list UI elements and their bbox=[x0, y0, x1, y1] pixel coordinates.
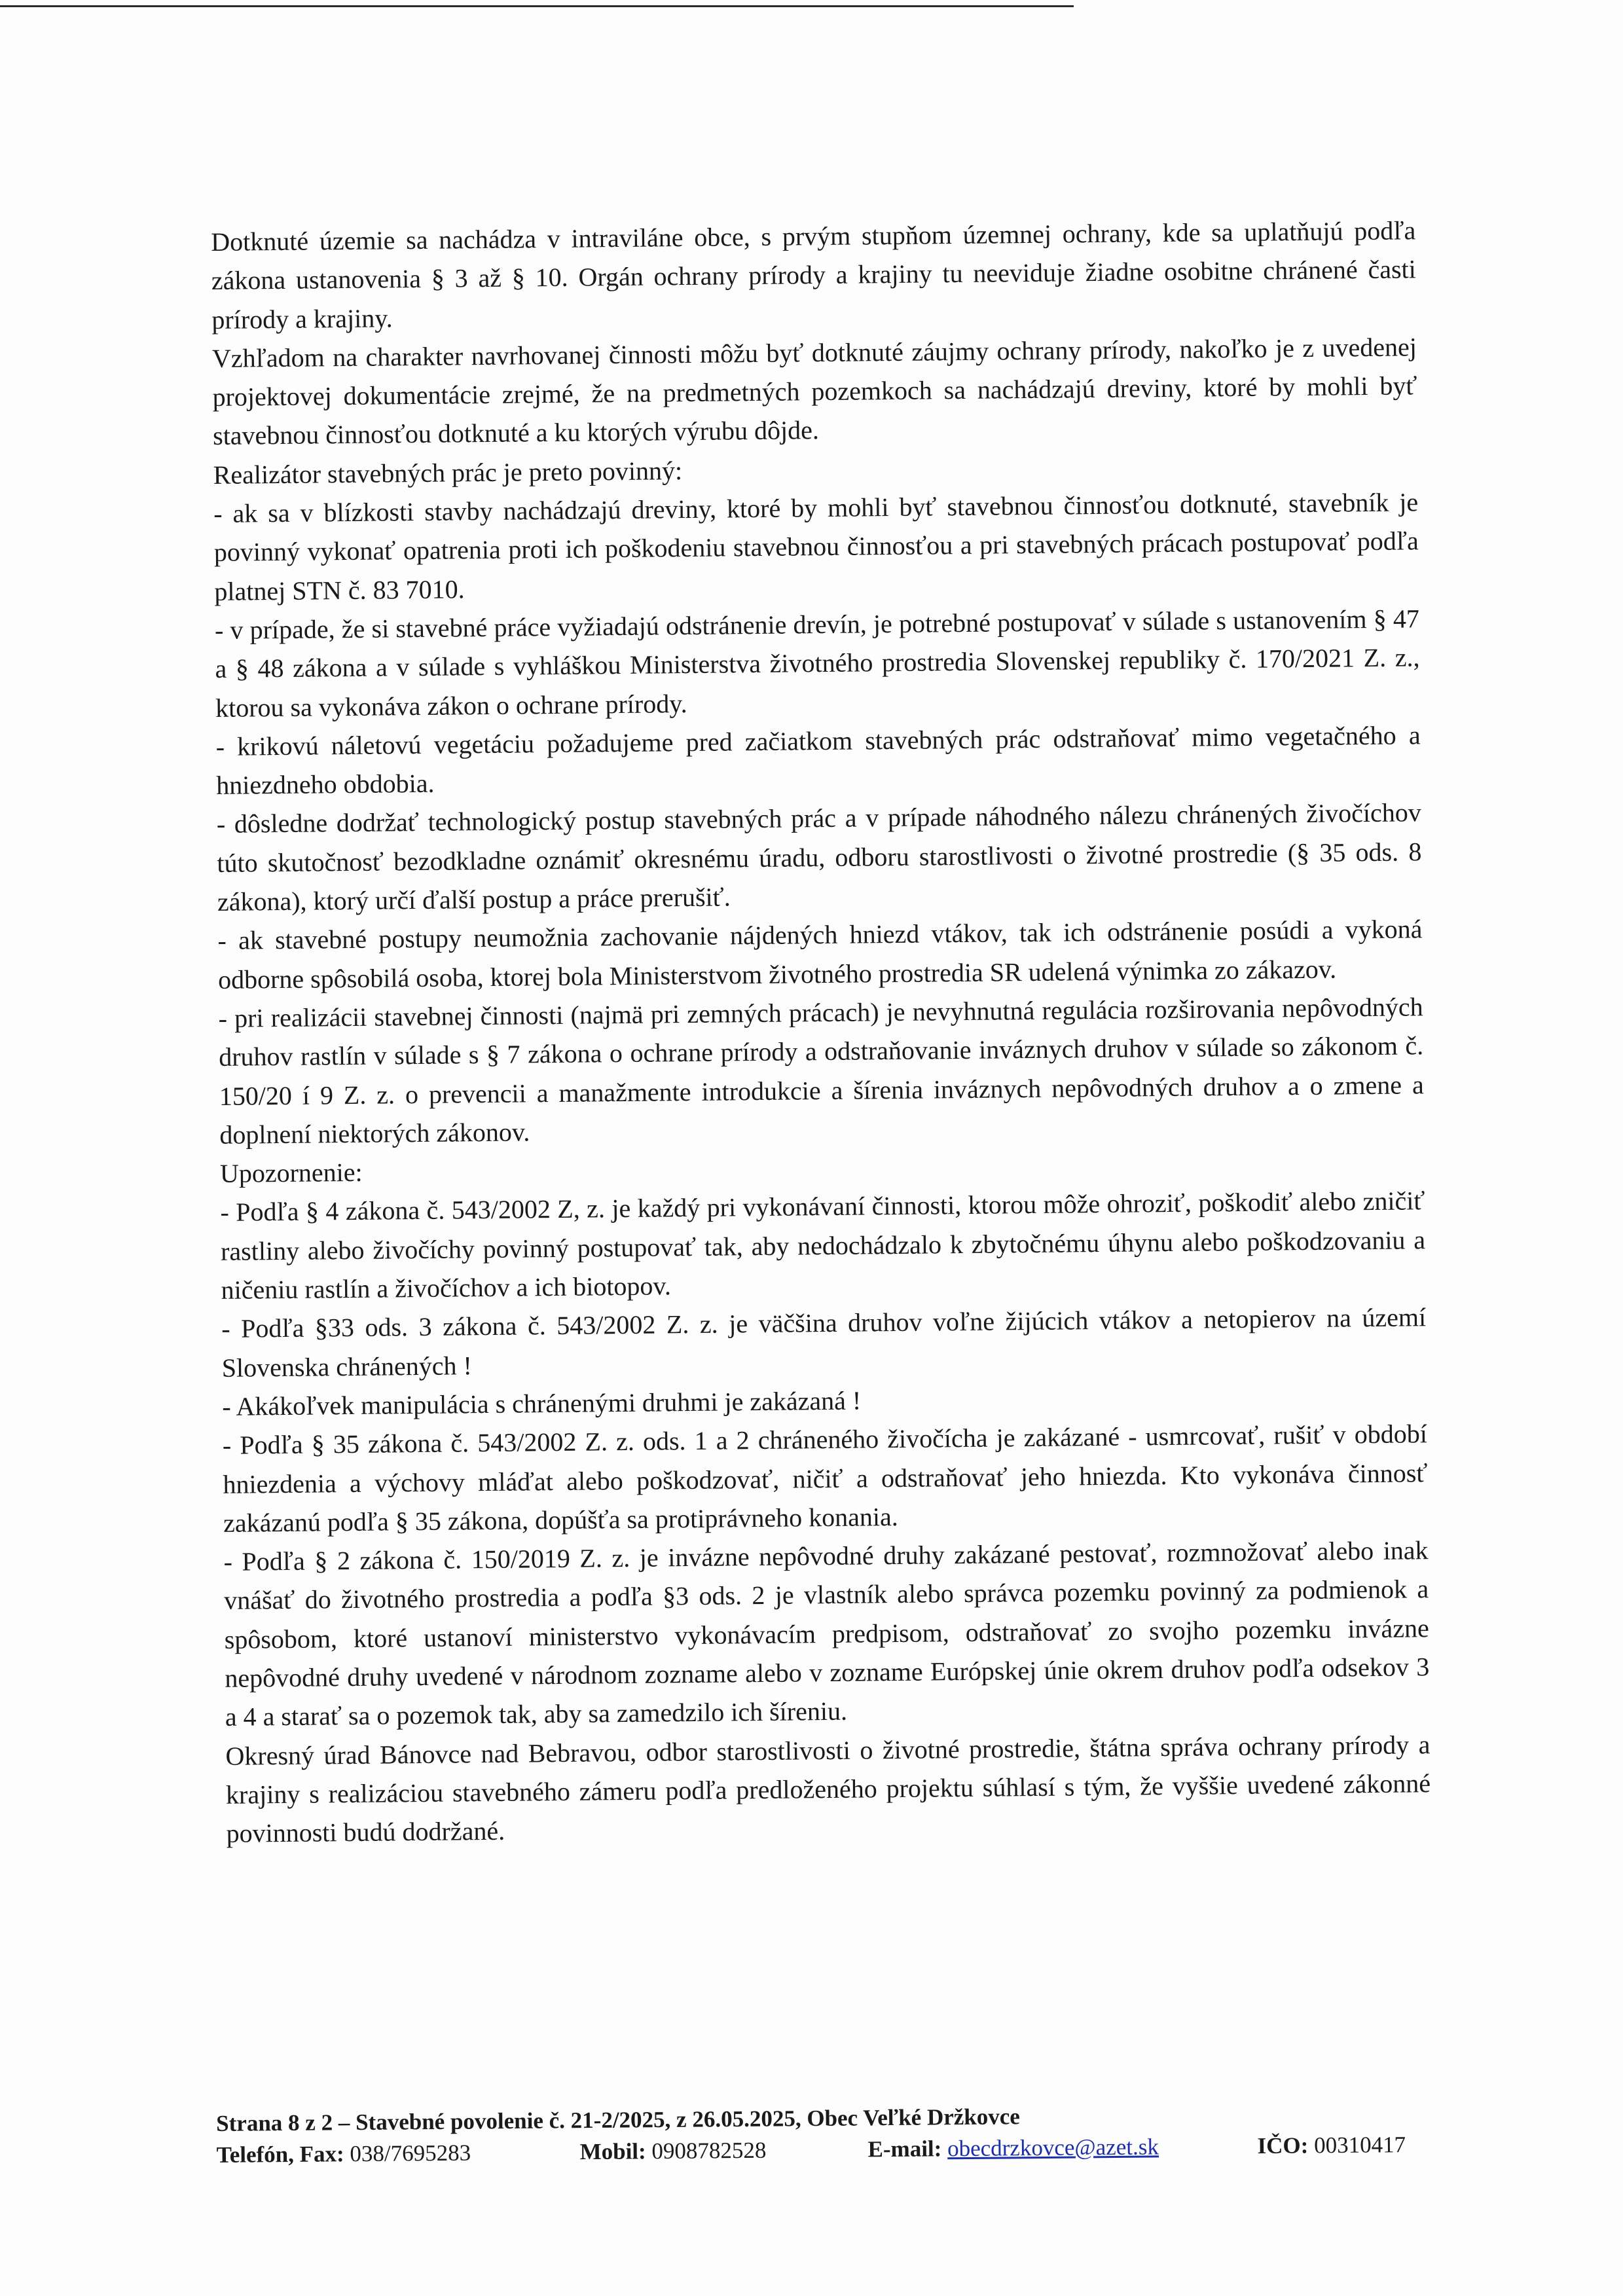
list-item-odstranenie-drevin: - v prípade, že si stavebné práce vyžiadajú odstránenie drevín, je potrebné postupovať v súlade s ustanovením § 47 a § 48 zákona a v súlade s vyhláškou Ministerstva životného prostredia Slovenskej republiky č. 170/2021 Z. z., ktorou sa vykonáva zákon o ochrane prírody. bbox=[214, 604, 1420, 723]
page-footer bbox=[216, 2098, 1434, 2171]
list-item-paragraf-4: - Podľa § 4 zákona č. 543/2002 Z, z. je každý pri vykonávaní činnosti, ktorou môže ohroziť, poškodiť alebo zničiť rastliny alebo živočíchy povinný postupovať tak, aby nedochádzalo k zbytočnému úhynu alebo poškodzovaniu a ničeniu rastlín a živočíchov a ich biotopov. bbox=[220, 1186, 1426, 1305]
list-item-paragraf-33: - Podľa §33 ods. 3 zákona č. 543/2002 Z. z. je väčšina druhov voľne žijúcich vtákov a netopierov na území Slovenska chránených ! bbox=[221, 1302, 1427, 1383]
phone-value: 038/7695283 bbox=[350, 2140, 471, 2167]
list-item-technologicky-postup: - dôsledne dodržať technologický postup stavebných prác a v prípade náhodného nálezu chránených živočíchov túto skutočnosť bezodkladne oznámiť okresnému úradu, odboru starostlivosti o životné prostredie (§ 35 ods. 8 zákona), ktorý určí ďalší postup a práce prerušiť. bbox=[216, 797, 1422, 917]
list-item-dreviny: - ak sa v blízkosti stavby nachádzajú dreviny, ktoré by mohli byť stavebnou činnosťou dotknuté, stavebník je povinný vykonať opatrenia proti ich poškodeniu stavebnou činnosťou a pri stavebných prácach postupovať podľa platnej STN č. 83 7010. bbox=[213, 487, 1419, 606]
mobile-label: Mobil: bbox=[579, 2138, 646, 2165]
email-label: E-mail: bbox=[867, 2136, 942, 2162]
list-item-invazne-druhy: - pri realizácii stavebnej činnosti (najmä pri zemných prácach) je nevyhnutná regulácia rozširovania nepôvodných druhov rastlín v súlade s § 7 zákona o ochrane prírody a odstraňovanie inváznych druhov v súlade so zákonom č. 150/20 í 9 Z. z. o prevencii a manažmente introdukcie a šírenia inváznych nepôvodných druhov a o zmene a doplnení niektorých zákonov. bbox=[218, 992, 1424, 1150]
paragraph-charakter-cinnosti: Vzhľadom na charakter navrhovanej činnosti môžu byť dotknuté záujmy ochrany prírody, nakoľko je z uvedenej projektovej dokumentácie zrejmé, že na predmetných pozemkoch sa nachádzajú dreviny, ktoré by mohli byť stavebnou činnosťou dotknuté a ku ktorých výrubu dôjde. bbox=[211, 332, 1417, 451]
footer-page-line: Strana 8 z 2 – Stavebné povolenie č. 21-2/2025, z 26.05.2025, Obec Veľké Držkovce bbox=[216, 2104, 1021, 2136]
list-item-manipulacia: - Akákoľvek manipulácia s chránenými druhmi je zakázaná ! bbox=[222, 1385, 862, 1421]
ico-value: 00310417 bbox=[1313, 2132, 1406, 2159]
paragraph-realizator: Realizátor stavebných prác je preto povinný: bbox=[213, 455, 683, 490]
list-item-paragraf-2: - Podľa § 2 zákona č. 150/2019 Z. z. je invázne nepôvodné druhy zakázané pestovať, rozmnožovať alebo inak vnášať do životného prostredia a podľa §3 ods. 2 je vlastník alebo správca pozemku povinný za podmienok a spôsobom, ktoré ustanoví ministerstvo vykonávacím predpisom, odstraňovať zo svojho pozemku invázne nepôvodné druhy uvedené v národnom zozname alebo v zozname Európskej únie okrem druhov podľa odsekov 3 a 4 a starať sa o pozemok tak, aby sa zamedzilo ich šíreniu. bbox=[223, 1535, 1430, 1732]
document-body bbox=[211, 211, 1431, 1853]
heading-upozornenie: Upozornenie: bbox=[219, 1157, 363, 1189]
list-item-krikova-vegetacia: - krikovú náletovú vegetáciu požadujeme pred začiatkom stavebných prác odstraňovať mimo vegetačného a hniezdneho obdobia. bbox=[215, 720, 1421, 801]
paragraph-okresny-urad: Okresný úrad Bánovce nad Bebravou, odbor starostlivosti o životné prostredie, štátna správa ochrany prírody a krajiny s realizáciou stavebného zámeru podľa predloženého projektu súhlasí s tým, že vyššie uvedené zákonné povinnosti budú dodržané. bbox=[225, 1729, 1431, 1849]
email-link[interactable]: obecdrzkovce@azet.sk bbox=[947, 2134, 1159, 2162]
ico-label: IČO: bbox=[1257, 2132, 1309, 2159]
phone-label: Telefón, Fax: bbox=[216, 2141, 344, 2168]
list-item-hniezda-vtakov: - ak stavebné postupy neumožnia zachovanie nájdených hniezd vtákov, tak ich odstránenie posúdi a vykoná odborne spôsobilá osoba, ktorej bola Ministerstvom životného prostredia SR udelená výnimka zo zákazov. bbox=[217, 914, 1423, 994]
list-item-paragraf-35: - Podľa § 35 zákona č. 543/2002 Z. z. ods. 1 a 2 chráneného živočícha je zakázané - usmrcovať, rušiť v období hniezdenia a výchovy mláďat alebo poškodzovať, ničiť a odstraňovať jeho hniezda. Kto vykonáva činnosť zakázanú podľa § 35 zákona, dopúšťa sa protiprávneho konania. bbox=[222, 1419, 1428, 1538]
paragraph-intravilan: Dotknuté územie sa nachádza v intraviláne obce, s prvým stupňom územnej ochrany, kde sa uplatňujú podľa zákona ustanovenia § 3 až § 10. Orgán ochrany prírody a krajiny tu neeviduje žiadne osobitne chránené časti prírody a krajiny. bbox=[211, 215, 1416, 335]
top-rule bbox=[0, 5, 1074, 7]
mobile-value: 0908782528 bbox=[651, 2137, 767, 2164]
